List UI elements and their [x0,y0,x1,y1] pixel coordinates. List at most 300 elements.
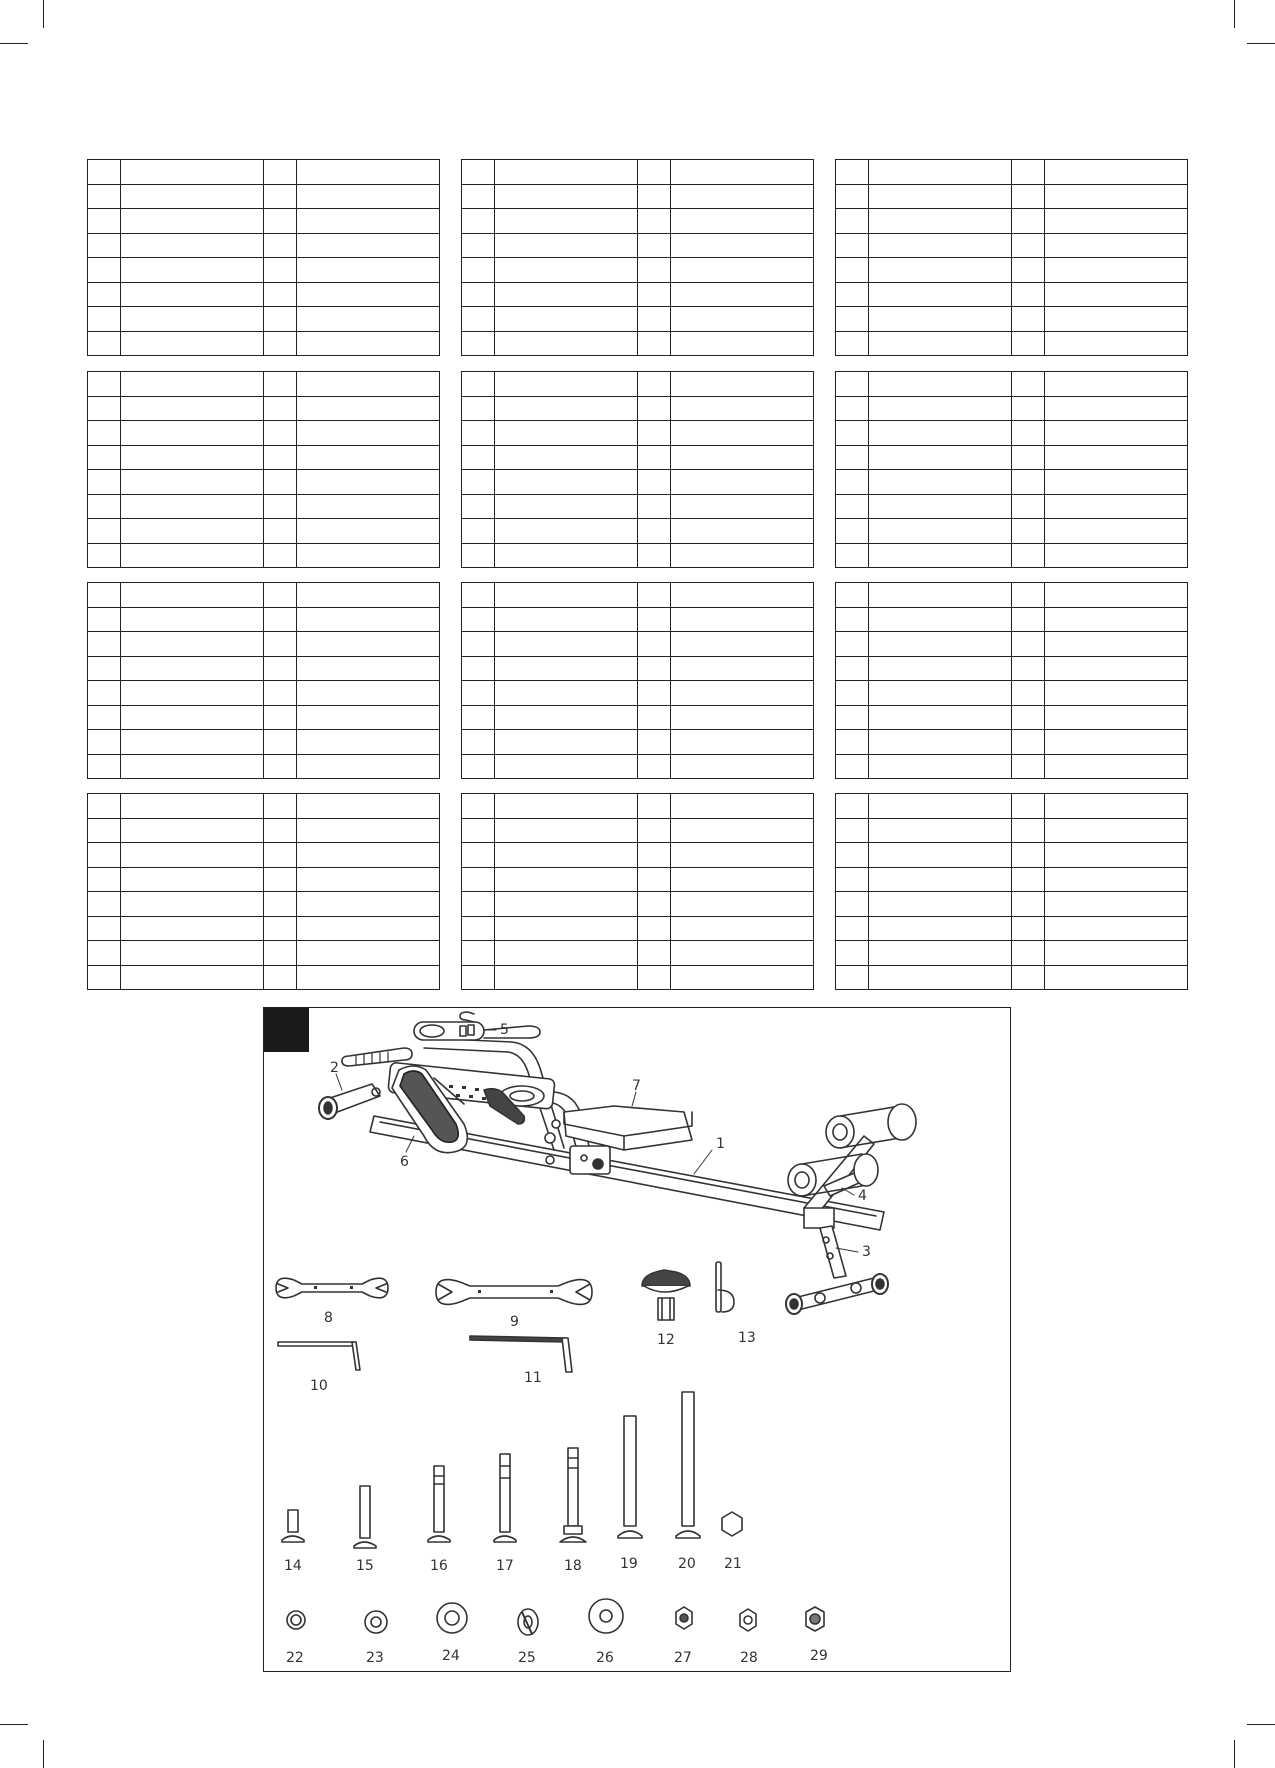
part-description-cell [495,445,638,470]
callout-3: 3 [862,1244,871,1260]
table-row [462,372,814,397]
part-label-23: 23 [366,1650,384,1666]
callout-2: 2 [330,1060,339,1076]
part-number-cell [263,656,296,681]
parts-list-table [87,371,440,568]
part-number-cell [88,941,121,966]
part-number-cell [836,818,869,843]
part-number-cell [1011,470,1044,495]
part-description-cell [1045,396,1188,421]
part-number-cell [462,258,495,283]
part-description-cell [121,494,264,519]
part-description-cell [671,705,814,730]
part-description-cell [495,282,638,307]
part-number-cell [1011,209,1044,234]
part-description-cell [869,445,1012,470]
part-number-cell [637,754,670,779]
part-number-cell [836,258,869,283]
part-number-cell [462,656,495,681]
part-description-cell [671,396,814,421]
part-number-cell [88,843,121,868]
part-description-cell [1045,656,1188,681]
part-description-cell [121,681,264,706]
table-row [836,867,1188,892]
part-description-cell [671,494,814,519]
part-number-cell [88,233,121,258]
part-number-cell [637,233,670,258]
part-description-cell [297,965,440,990]
part-description-cell [1045,331,1188,356]
bolt-15-icon [354,1486,376,1548]
table-row [836,282,1188,307]
part-number-cell [1011,941,1044,966]
part-number-cell [637,160,670,185]
part-description-cell [297,867,440,892]
part-description-cell [869,209,1012,234]
table-row [88,396,440,421]
part-description-cell [297,632,440,657]
table-row [836,681,1188,706]
part-description-cell [297,233,440,258]
part-description-cell [121,892,264,917]
part-description-cell [495,331,638,356]
part-number-cell [88,681,121,706]
part-description-cell [121,372,264,397]
small-wrench-icon [276,1278,388,1298]
part-description-cell [671,519,814,544]
parts-list-table [87,582,440,779]
part-number-cell [88,867,121,892]
table-row [462,396,814,421]
part-description-cell [297,656,440,681]
figure-badge [264,1008,309,1052]
part-description-cell [1045,470,1188,495]
part-number-cell [462,754,495,779]
part-description-cell [671,965,814,990]
part-number-cell [1011,331,1044,356]
part-number-cell [462,160,495,185]
part-description-cell [869,656,1012,681]
front-stabilizer [319,1084,380,1119]
part-description-cell [1045,941,1188,966]
part-number-cell [462,494,495,519]
table-row [88,843,440,868]
part-description-cell [869,160,1012,185]
part-description-cell [121,307,264,332]
part-number-cell [836,941,869,966]
part-description-cell [121,258,264,283]
table-row [462,421,814,446]
part-number-cell [462,307,495,332]
part-description-cell [869,965,1012,990]
part-number-cell [88,965,121,990]
table-row [836,209,1188,234]
part-number-cell [263,965,296,990]
part-description-cell [671,632,814,657]
part-number-cell [88,705,121,730]
crop-mark [1247,1724,1275,1725]
table-row [836,843,1188,868]
part-description-cell [869,843,1012,868]
part-description-cell [297,892,440,917]
part-number-cell [836,282,869,307]
parts-list-table [461,159,814,356]
part-label-14: 14 [284,1558,302,1574]
table-row [462,867,814,892]
part-description-cell [869,233,1012,258]
part-number-cell [637,396,670,421]
part-description-cell [869,494,1012,519]
part-number-cell [637,543,670,568]
part-description-cell [495,307,638,332]
table-row [462,160,814,185]
bolt-18-icon [560,1448,586,1542]
part-label-20: 20 [678,1556,696,1572]
part-description-cell [297,282,440,307]
part-number-cell [836,632,869,657]
part-number-cell [836,543,869,568]
large-allen-key-icon [470,1336,572,1372]
table-row [88,258,440,283]
part-description-cell [869,892,1012,917]
table-row [462,607,814,632]
table-row [462,941,814,966]
table-row [462,656,814,681]
part-description-cell [1045,184,1188,209]
part-number-cell [637,705,670,730]
washers-row [287,1599,824,1635]
crop-mark [0,1724,28,1725]
part-number-cell [836,916,869,941]
part-number-cell [1011,705,1044,730]
table-row [88,583,440,608]
part-number-cell [836,607,869,632]
part-number-cell [1011,892,1044,917]
part-description-cell [869,632,1012,657]
part-number-cell [462,681,495,706]
table-row [462,583,814,608]
part-description-cell [671,307,814,332]
table-row [836,258,1188,283]
part-number-cell [836,730,869,755]
parts-list-table [835,159,1188,356]
exploded-view-panel [263,1007,1011,1672]
part-number-cell [637,794,670,819]
knob-icon [642,1270,690,1320]
part-number-cell [836,307,869,332]
part-description-cell [869,794,1012,819]
part-description-cell [121,470,264,495]
part-number-cell [1011,656,1044,681]
part-number-cell [88,892,121,917]
part-description-cell [1045,892,1188,917]
table-row [88,184,440,209]
part-number-cell [1011,494,1044,519]
table-row [88,916,440,941]
part-number-cell [836,656,869,681]
part-label-10: 10 [310,1378,328,1394]
part-description-cell [1045,965,1188,990]
part-description-cell [869,583,1012,608]
part-description-cell [297,258,440,283]
table-row [88,867,440,892]
part-description-cell [297,331,440,356]
table-row [88,632,440,657]
part-description-cell [121,607,264,632]
large-wrench-icon [436,1280,592,1305]
part-number-cell [836,843,869,868]
part-description-cell [1045,494,1188,519]
part-label-9: 9 [510,1314,519,1330]
part-description-cell [121,160,264,185]
part-number-cell [462,184,495,209]
lock-nut-27-icon [676,1607,692,1629]
part-description-cell [297,543,440,568]
table-row [88,282,440,307]
part-number-cell [836,445,869,470]
part-description-cell [297,607,440,632]
table-row [836,445,1188,470]
part-number-cell [263,160,296,185]
part-description-cell [121,396,264,421]
part-number-cell [263,307,296,332]
part-number-cell [836,494,869,519]
part-number-cell [263,470,296,495]
table-row [88,656,440,681]
part-number-cell [88,445,121,470]
part-description-cell [671,916,814,941]
table-row [462,445,814,470]
part-label-25: 25 [518,1650,536,1666]
part-number-cell [462,282,495,307]
part-number-cell [462,843,495,868]
table-row [88,818,440,843]
callout-6: 6 [400,1154,409,1170]
washer-23-icon [365,1611,387,1633]
part-description-cell [869,331,1012,356]
part-description-cell [671,421,814,446]
part-description-cell [671,607,814,632]
part-number-cell [1011,681,1044,706]
part-description-cell [297,209,440,234]
table-row [836,965,1188,990]
part-label-24: 24 [442,1648,460,1664]
table-row [462,519,814,544]
table-row [462,258,814,283]
part-description-cell [121,282,264,307]
part-number-cell [462,445,495,470]
part-number-cell [462,233,495,258]
part-description-cell [495,421,638,446]
part-description-cell [121,843,264,868]
part-description-cell [671,892,814,917]
part-number-cell [263,543,296,568]
part-description-cell [1045,258,1188,283]
table-row [88,494,440,519]
part-description-cell [1045,372,1188,397]
part-number-cell [263,681,296,706]
part-description-cell [495,519,638,544]
table-row [88,681,440,706]
part-number-cell [637,184,670,209]
part-description-cell [671,258,814,283]
part-number-cell [88,519,121,544]
part-description-cell [671,209,814,234]
part-number-cell [637,681,670,706]
part-description-cell [297,705,440,730]
table-row [462,794,814,819]
part-number-cell [637,258,670,283]
part-description-cell [1045,209,1188,234]
table-row [88,209,440,234]
table-row [462,681,814,706]
part-number-cell [462,209,495,234]
part-number-cell [1011,632,1044,657]
part-number-cell [263,632,296,657]
part-number-cell [637,916,670,941]
part-number-cell [88,372,121,397]
callout-7: 7 [632,1078,641,1094]
table-row [88,705,440,730]
table-row [88,941,440,966]
part-description-cell [671,445,814,470]
small-allen-key-icon [278,1342,360,1370]
part-number-cell [1011,258,1044,283]
bolt-16-icon [428,1466,450,1542]
part-description-cell [671,656,814,681]
part-description-cell [1045,843,1188,868]
part-number-cell [462,965,495,990]
part-number-cell [836,184,869,209]
part-number-cell [637,941,670,966]
part-number-cell [462,519,495,544]
part-number-cell [88,396,121,421]
part-number-cell [637,843,670,868]
table-row [836,656,1188,681]
table-row [462,184,814,209]
part-description-cell [1045,519,1188,544]
part-number-cell [88,730,121,755]
part-description-cell [671,282,814,307]
part-number-cell [462,583,495,608]
part-number-cell [637,282,670,307]
parts-list-table [87,793,440,990]
part-description-cell [495,160,638,185]
part-description-cell [671,843,814,868]
spring-washer-25-icon [518,1609,538,1635]
table-row [88,470,440,495]
table-row [462,331,814,356]
part-number-cell [88,184,121,209]
part-number-cell [263,583,296,608]
part-description-cell [297,372,440,397]
table-row [88,519,440,544]
part-description-cell [297,519,440,544]
part-description-cell [671,818,814,843]
part-number-cell [263,867,296,892]
part-description-cell [121,916,264,941]
part-description-cell [869,372,1012,397]
part-number-cell [88,209,121,234]
part-number-cell [1011,307,1044,332]
part-number-cell [88,607,121,632]
part-label-26: 26 [596,1650,614,1666]
part-description-cell [1045,160,1188,185]
part-label-13: 13 [738,1330,756,1346]
part-description-cell [297,421,440,446]
part-number-cell [1011,519,1044,544]
large-washer-26-icon [589,1599,623,1633]
part-description-cell [869,543,1012,568]
part-description-cell [495,656,638,681]
table-row [462,307,814,332]
part-number-cell [836,892,869,917]
part-description-cell [297,583,440,608]
part-description-cell [121,184,264,209]
part-number-cell [1011,730,1044,755]
table-row [836,307,1188,332]
part-description-cell [121,754,264,779]
part-number-cell [263,282,296,307]
part-number-cell [1011,372,1044,397]
table-row [462,916,814,941]
part-number-cell [1011,233,1044,258]
part-description-cell [671,583,814,608]
part-number-cell [637,494,670,519]
part-number-cell [836,331,869,356]
part-description-cell [495,705,638,730]
part-number-cell [637,445,670,470]
table-row [836,160,1188,185]
callout-5: 5 [500,1022,509,1038]
part-description-cell [869,754,1012,779]
part-description-cell [671,543,814,568]
part-number-cell [263,892,296,917]
parts-list-table [835,371,1188,568]
part-description-cell [495,818,638,843]
part-description-cell [1045,681,1188,706]
part-number-cell [1011,916,1044,941]
table-row [836,331,1188,356]
part-description-cell [297,445,440,470]
part-description-cell [121,445,264,470]
table-row [462,282,814,307]
part-number-cell [836,519,869,544]
tool-labels [310,1310,756,1394]
part-number-cell [1011,867,1044,892]
part-number-cell [88,282,121,307]
table-row [462,209,814,234]
part-description-cell [495,607,638,632]
table-row [462,470,814,495]
part-description-cell [495,916,638,941]
part-description-cell [121,730,264,755]
part-number-cell [637,372,670,397]
part-number-cell [263,184,296,209]
part-number-cell [263,209,296,234]
part-number-cell [88,331,121,356]
parts-list-table [835,582,1188,779]
part-number-cell [88,656,121,681]
part-description-cell [297,843,440,868]
parts-list-table [87,159,440,356]
table-row [88,754,440,779]
part-description-cell [1045,818,1188,843]
part-label-12: 12 [657,1332,675,1348]
part-number-cell [88,494,121,519]
part-label-19: 19 [620,1556,638,1572]
part-number-cell [263,233,296,258]
